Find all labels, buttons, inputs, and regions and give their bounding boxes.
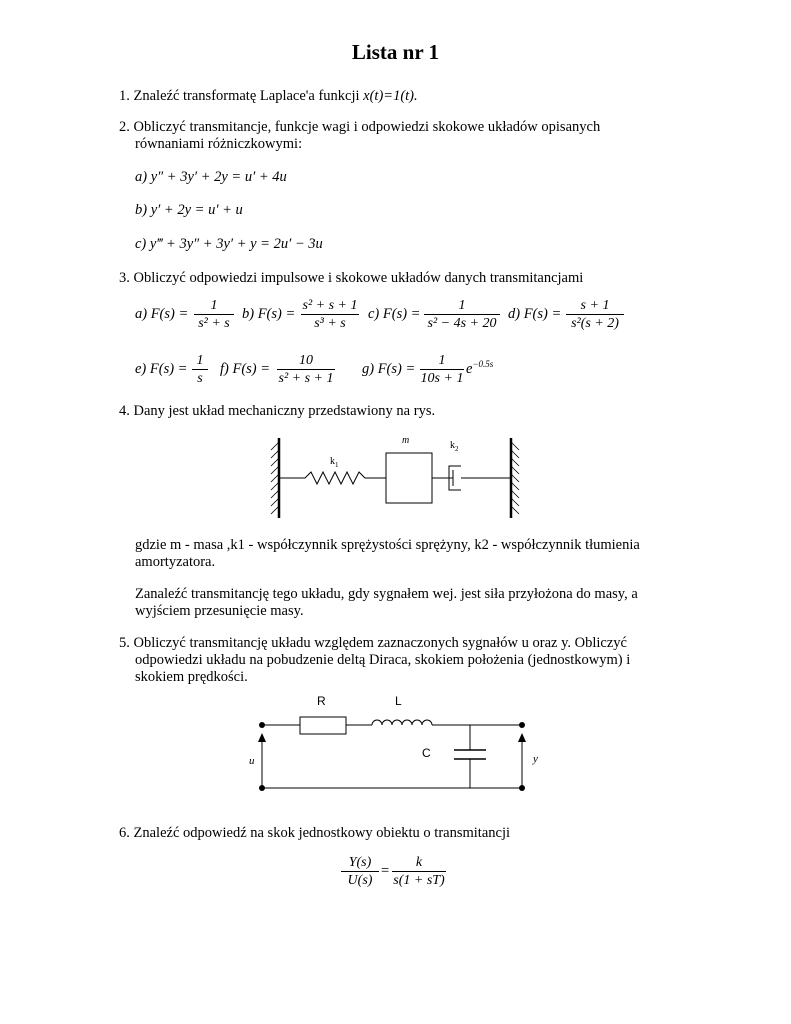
right-wall [511,438,519,518]
tf-d-label: d) F(s) = [508,306,562,322]
tf-c-label: c) F(s) = [368,306,421,322]
capacitor-label: C [422,746,431,760]
tf-e-fraction [192,353,208,387]
tf-a-label: a) F(s) = [135,306,189,322]
damper-k2 [432,466,511,490]
output-label-y: y [533,753,538,765]
equation-c: c) y‴ + 3y″ + 3y′ + y = 2u′ − 3u [135,236,323,252]
left-wall [271,438,279,518]
problem-2-line-2: równaniami różniczkowymi: [135,136,303,152]
resistor-label: R [317,694,326,708]
problem-4-task-2: wyjściem przesunięcie masy. [135,603,304,619]
equation-a: a) y″ + 3y′ + 2y = u′ + 4u [135,169,287,185]
inductor-L [372,720,432,725]
resistor-R [300,717,346,734]
terminal-node [259,722,265,728]
problem-4-task-1: Zanaleźć transmitancję tego układu, gdy sygnałem wej. jest siła przyłożona do masy, a [135,586,638,602]
tf-c-den: s² − 4s + 20 [424,314,500,332]
lhs-num: Y(s) [348,855,372,870]
tf-b-label: b) F(s) = [242,306,296,322]
tf-g-den: 10s + 1 [420,371,464,386]
tf-b-num: s² + s + 1 [302,298,358,313]
lhs-den: U(s) [341,871,379,889]
problem-3-line: 3. Obliczyć odpowiedzi impulsowe i skokowe układów danych transmitancjami [119,270,584,286]
tf-b-fraction [301,298,359,332]
problem-6-line: 6. Znaleźć odpowiedź na skok jednostkowy obiektu o transmitancji [119,825,511,841]
tf-a-num: 1 [210,298,218,313]
equals-sign: = [381,863,390,879]
tf-a-den: s² + s [194,314,234,332]
tf-c-num: 1 [458,298,466,313]
problem-4-line: 4. Dany jest układ mechaniczny przedstawiony na rys. [119,403,436,419]
spring-label: $k_1$ [330,456,339,469]
tf-g-exp-power: −0.5s [472,359,494,370]
tf-e-label: e) F(s) = [135,361,188,377]
tf-f-label: f) F(s) = [220,361,271,377]
problem-1-text: 1. Znaleźć transformatę Laplace'a funkcji [119,88,360,104]
rhs-den: s(1 + sT) [393,873,445,888]
tf-e-num: 1 [196,353,204,368]
problem-5-line-1: 5. Obliczyć transmitancję układu względem zaznaczonych sygnałów u oraz y. Obliczyć [119,635,627,651]
damper-label: $k_2$ [450,440,459,453]
tf-g-exp-base: e [466,361,473,377]
rhs-fraction [392,855,446,889]
rlc-circuit-figure [240,688,550,798]
tf-g-num: 1 [438,353,446,368]
tf-b-den: s³ + s [301,314,359,332]
input-label-u: u [249,755,255,767]
problem-1 [119,88,418,105]
tf-g-fraction [420,353,464,387]
problem-5-line-2: odpowiedzi układu na pobudzenie deltą Diraca, skokiem położenia (jednostkowym) i [135,652,631,668]
lhs-fraction [341,855,379,889]
tf-d-den: s²(s + 2) [566,314,624,332]
inductor-label: L [395,694,402,708]
tf-d-fraction [566,298,624,332]
tf-c-fraction [424,298,500,332]
tf-f-fraction [277,353,335,387]
spring-k1 [279,472,386,484]
tf-g-label: g) F(s) = [362,361,416,377]
tf-d-num: s + 1 [580,298,610,313]
page-title: Lista nr 1 [351,40,440,64]
rhs-num: k [415,855,423,870]
problem-2-line-1: 2. Obliczyć transmitancje, funkcje wagi i odpowiedzi skokowe układów opisanych [119,119,601,135]
mass-block [386,453,432,503]
mechanical-system-figure [265,430,525,522]
problem-5-line-3: skokiem prędkości. [135,669,248,685]
equation-b: b) y′ + 2y = u′ + u [135,202,243,218]
tf-g-exponential [466,361,493,378]
problem-4-desc-2: amortyzatora. [135,554,216,570]
tf-e-den: s [192,369,208,387]
tf-f-num: 10 [299,353,313,368]
tf-a-fraction [194,298,234,332]
tf-f-den: s² + s + 1 [278,371,334,386]
problem-1-formula: x(t)=1(t). [363,88,418,104]
problem-4-desc-1: gdzie m - masa ,k1 - współczynnik sprężystości sprężyny, k2 - współczynnik tłumienia [135,537,640,553]
mass-label: m [402,435,410,446]
